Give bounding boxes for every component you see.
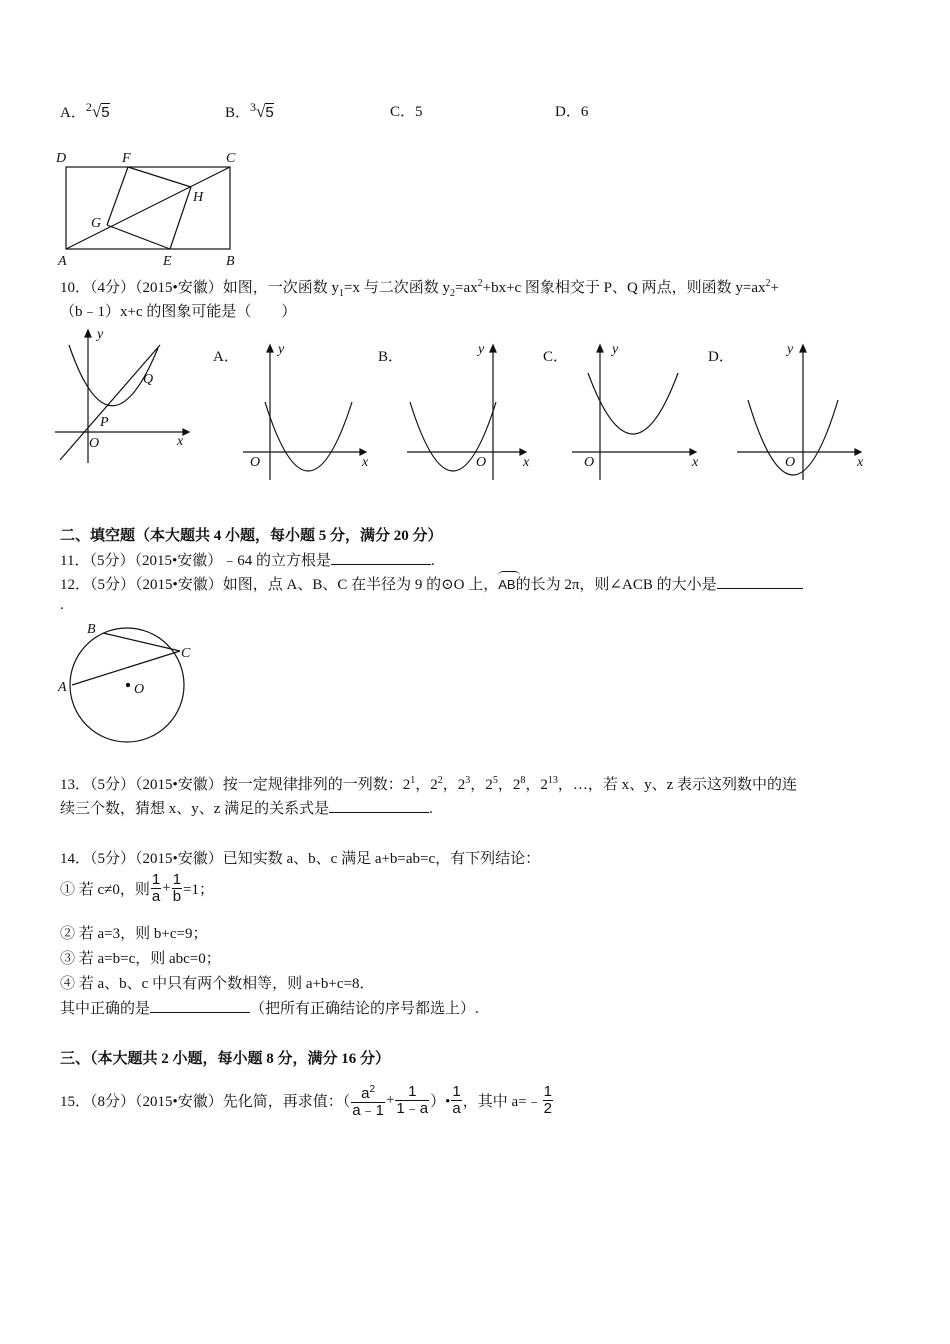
label-p: P	[100, 415, 109, 430]
base: 2	[402, 777, 411, 793]
label-x: x	[523, 455, 530, 470]
label-o: O	[89, 436, 100, 451]
numerator: 1	[452, 1083, 461, 1100]
arc-icon	[498, 571, 520, 580]
denominator: 1﹣a	[396, 1100, 429, 1117]
label-e: E	[163, 254, 172, 269]
segment-fg	[107, 167, 128, 225]
y-arrow-icon	[597, 345, 603, 352]
option-label: B．	[225, 105, 251, 121]
q10-option-d-graph	[735, 340, 870, 475]
base: 2	[512, 777, 521, 793]
q10-option-a-graph	[240, 340, 375, 470]
label-o: O	[476, 455, 487, 470]
text: ，其中 a=﹣	[462, 1094, 542, 1110]
label-c: C	[226, 151, 236, 166]
base: 2	[457, 777, 466, 793]
answer-blank	[150, 999, 250, 1013]
chord-bc	[103, 633, 180, 651]
numerator: 1	[151, 871, 161, 888]
sqrt-icon: √	[91, 102, 102, 121]
label-d: D	[56, 151, 67, 166]
section-2-title: 二、填空题（本大题共 4 小题，每小题 5 分，满分 20 分）	[60, 528, 443, 544]
q9-option-c	[390, 100, 423, 121]
separator: ，	[415, 777, 431, 793]
label-c: C	[181, 646, 191, 661]
label-b: B	[226, 254, 235, 269]
text: 续三个数，猜想 x、y、z 满足的关系式是	[60, 801, 330, 817]
fraction-1-over-a	[451, 1084, 461, 1117]
q13-line1	[60, 773, 797, 794]
text: 15．（8分）（2015•安徽）先化简，再求值：（	[60, 1094, 351, 1110]
text: +bx+c 图象相交于 P、Q 两点，则函数 y=ax	[482, 280, 766, 296]
segment-ge	[107, 225, 170, 249]
q9-option-b	[225, 100, 274, 122]
label-x: x	[857, 455, 864, 470]
option-value: 6	[580, 104, 589, 120]
denominator: a﹣1	[352, 1102, 384, 1119]
x-arrow-icon	[183, 429, 189, 435]
base: a	[361, 1085, 370, 1102]
q10-option-c-label: C．	[543, 349, 569, 365]
center-dot	[126, 683, 130, 687]
text: =x 与二次函数 y	[344, 280, 450, 296]
numerator	[351, 1082, 385, 1103]
exponent: 3	[465, 775, 471, 786]
q10-option-b-graph	[405, 340, 540, 470]
exponent: 1	[410, 775, 416, 786]
exponent: 2	[437, 775, 443, 786]
q11	[60, 549, 435, 570]
fraction-1-over-1-minus-a	[395, 1084, 429, 1117]
separator: ，	[470, 777, 486, 793]
parabola	[265, 402, 352, 471]
y-arrow-icon	[490, 345, 496, 352]
numerator: 1	[395, 1084, 429, 1101]
label-x: x	[177, 434, 184, 449]
power-term	[430, 777, 443, 793]
label-f: F	[122, 151, 131, 166]
text: 的长为 2π，则∠ACB 的大小是	[515, 577, 717, 593]
exponent: 8	[520, 775, 526, 786]
text: =ax	[454, 280, 478, 296]
denominator: a	[452, 1100, 461, 1117]
label-y: y	[97, 327, 104, 342]
y-arrow-icon	[800, 345, 806, 352]
option-value: 5	[415, 104, 423, 120]
parabola	[588, 373, 678, 434]
numerator: 1	[172, 871, 182, 888]
label-y: y	[787, 342, 794, 357]
q14-answer	[60, 997, 479, 1018]
fraction-1-over-a	[151, 872, 161, 905]
superscript: 2	[765, 278, 771, 289]
separator: ，	[497, 777, 513, 793]
label-o: O	[134, 682, 145, 697]
q14-conclusion-4: ④ 若 a、b、c 中只有两个数相等，则 a+b+c=8．	[60, 976, 375, 992]
q10-main-graph	[55, 325, 195, 465]
power-term	[403, 777, 416, 793]
radicand: 5	[265, 104, 274, 121]
q10-stem-line1	[60, 276, 779, 299]
answer-blank	[329, 799, 429, 813]
denominator: 2	[543, 1100, 552, 1117]
label-y: y	[278, 342, 285, 357]
label-a: A	[58, 680, 67, 695]
exponent: 5	[492, 775, 498, 786]
label-q: Q	[143, 372, 154, 387]
label-g: G	[91, 216, 102, 231]
q14-conclusion-2: ② 若 a=3，则 b+c=9；	[60, 926, 208, 942]
text: =1；	[183, 882, 215, 898]
numerator: 1	[543, 1083, 552, 1100]
label-h: H	[193, 190, 204, 205]
option-label: D．	[555, 104, 581, 120]
text: ，…，若 x、y、z 表示这列数中的连	[557, 777, 798, 793]
q12-end: .	[60, 597, 64, 613]
text: ）•	[430, 1094, 451, 1110]
label-o: O	[250, 455, 261, 470]
q10-option-c-graph	[570, 340, 705, 470]
fraction-1-over-b	[172, 872, 182, 905]
subscript: 2	[449, 288, 455, 299]
q10-option-d-label: D．	[708, 349, 734, 365]
base: 2	[485, 777, 493, 793]
y-arrow-icon	[85, 330, 91, 337]
text: ① 若 c≠0，则	[60, 882, 150, 898]
plus-sign: +	[162, 880, 171, 896]
plus-sign: +	[385, 1092, 395, 1108]
power-term	[458, 777, 471, 793]
text: 12．（5分）（2015•安徽）如图，点 A、B、C 在半径为 9 的⊙O 上，	[60, 577, 499, 593]
arc-ab	[498, 577, 515, 594]
exponent: 2	[369, 1084, 376, 1095]
q12-circle-figure	[55, 615, 205, 745]
q10-option-b-label: B．	[378, 349, 404, 365]
label-b: B	[87, 622, 96, 637]
root-index: 3	[250, 100, 257, 114]
text: 11．（5分）（2015•安徽）﹣64 的立方根是	[60, 553, 331, 569]
q12	[60, 573, 803, 594]
q10-stem-line2: （b﹣1）x+c 的图象可能是（ ）	[60, 304, 297, 320]
label-o: O	[785, 455, 796, 470]
text: （把所有正确结论的序号都选上）.	[250, 1001, 479, 1017]
fraction-a2-over-a-minus-1	[351, 1082, 385, 1119]
option-label: A．	[60, 105, 86, 121]
text: +	[770, 280, 779, 296]
label-y: y	[478, 342, 485, 357]
label-a: A	[58, 254, 67, 269]
arc-label: AB	[498, 577, 516, 592]
answer-blank	[717, 575, 803, 589]
q14-conclusion-1	[60, 872, 214, 905]
label-o: O	[584, 455, 595, 470]
y-arrow-icon	[267, 345, 273, 352]
fraction-1-over-2	[543, 1084, 553, 1117]
label-y: y	[612, 342, 619, 357]
answer-blank	[331, 551, 431, 565]
label-x: x	[362, 455, 369, 470]
sqrt-icon: √	[256, 102, 266, 121]
exponent: 13	[547, 775, 558, 786]
denominator: a	[151, 888, 161, 905]
diagonal-ac	[66, 167, 230, 249]
q15	[60, 1082, 554, 1119]
text: .	[430, 553, 435, 569]
label-x: x	[692, 455, 699, 470]
separator: ，	[442, 777, 458, 793]
segment-he	[170, 187, 191, 249]
base: 2	[540, 777, 548, 793]
text: 10．（4分）（2015•安徽）如图，一次函数 y	[60, 280, 340, 296]
root-index: 2	[85, 100, 92, 114]
subscript: 1	[339, 288, 345, 299]
q14-conclusion-3: ③ 若 a=b=c，则 abc=0；	[60, 951, 221, 967]
denominator: b	[172, 888, 182, 905]
power-term	[513, 777, 526, 793]
chord-ac	[72, 651, 180, 685]
power-term	[485, 777, 498, 793]
superscript: 2	[477, 278, 483, 289]
q13-line2	[60, 797, 433, 818]
text: 13．（5分）（2015•安徽）按一定规律排列的一列数：	[60, 777, 403, 793]
radicand: 5	[101, 104, 110, 121]
text: .	[429, 801, 433, 817]
q9-option-d	[555, 100, 588, 121]
q9-option-a	[60, 100, 110, 122]
section-3-title: 三、（本大题共 2 小题，每小题 8 分，满分 16 分）	[60, 1051, 391, 1067]
text: 其中正确的是	[60, 1001, 151, 1017]
q9-rectangle-figure	[50, 145, 250, 270]
base: 2	[430, 777, 438, 793]
separator: ，	[525, 777, 541, 793]
option-label: C．	[390, 104, 416, 120]
q10-option-a-label: A．	[213, 349, 239, 365]
power-term	[540, 777, 558, 793]
segment-fh	[128, 167, 191, 187]
q14-stem: 14．（5分）（2015•安徽）已知实数 a、b、c 满足 a+b=ab=c，有下列结论：	[60, 851, 541, 867]
